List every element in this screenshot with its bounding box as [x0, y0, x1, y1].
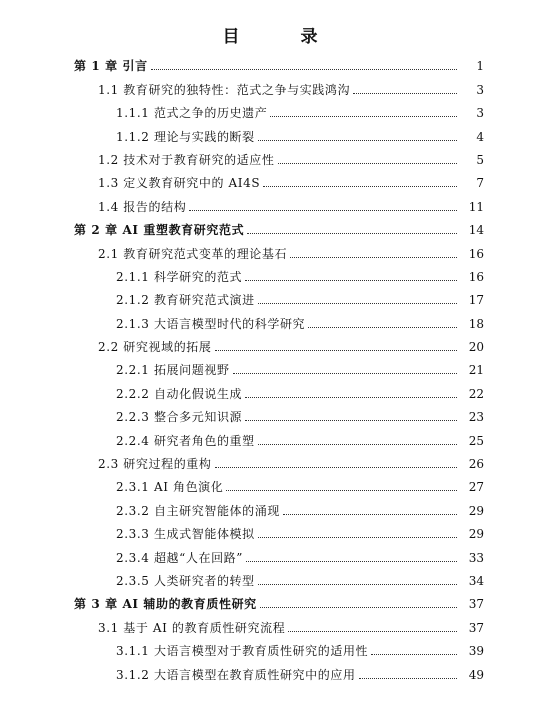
toc-page-number: 22: [468, 386, 484, 401]
dot-leader: [246, 560, 457, 562]
toc-page-number: 4: [476, 129, 484, 144]
toc-chapter-entry[interactable]: [0, 50, 540, 73]
dot-leader: [308, 326, 457, 328]
toc-subsection-entry[interactable]: [0, 97, 540, 120]
toc-entry-label: 3.1 基于 AI 的教育质性研究流程: [98, 620, 286, 635]
toc-entry-label: 2.3.1 AI 角色演化: [116, 480, 224, 495]
dot-leader: [359, 677, 457, 679]
toc-subsection-entry[interactable]: [0, 120, 540, 143]
dot-leader: [258, 583, 457, 585]
toc-page-number: 25: [468, 433, 484, 448]
toc-page-number: 27: [468, 480, 484, 495]
toc-entry-label: 2.2 研究视域的拓展: [98, 340, 212, 355]
toc-page-number: 26: [468, 457, 484, 472]
dot-leader: [189, 209, 457, 211]
toc-subsection-entry[interactable]: [0, 354, 540, 377]
toc-subsection-entry[interactable]: [0, 471, 540, 494]
toc-subsection-entry[interactable]: [0, 494, 540, 517]
dot-leader: [258, 536, 457, 538]
toc-chapter-entry[interactable]: [0, 214, 540, 237]
toc-page-number: 33: [468, 550, 484, 565]
dot-leader: [283, 513, 457, 515]
toc-subsection-entry[interactable]: [0, 284, 540, 307]
toc-entry-label: 2.2.3 整合多元知识源: [116, 410, 243, 425]
dot-leader: [288, 630, 457, 632]
toc-entry-label: 2.3.4 超越“人在回路”: [116, 550, 244, 565]
toc-page-number: 34: [468, 573, 484, 588]
toc-page-number: 14: [468, 223, 484, 238]
toc-entry-label: 2.1 教育研究范式变革的理论基石: [98, 246, 288, 261]
toc-page-number: 37: [468, 597, 484, 612]
dot-leader: [258, 139, 457, 141]
toc-page-number: 7: [476, 176, 484, 191]
toc-chapter-entry[interactable]: [0, 588, 540, 611]
dot-leader: [215, 349, 458, 351]
toc-subsection-entry[interactable]: [0, 377, 540, 400]
toc-section-entry[interactable]: [0, 448, 540, 471]
dot-leader: [263, 185, 457, 187]
dot-leader: [245, 396, 457, 398]
toc-entry-label: 1.1.2 理论与实践的断裂: [116, 129, 255, 144]
toc-page-number: 17: [468, 293, 484, 308]
dot-leader: [245, 279, 457, 281]
toc-section-entry[interactable]: [0, 144, 540, 167]
toc-page-number: 21: [468, 363, 484, 378]
toc-subsection-entry[interactable]: [0, 565, 540, 588]
toc-page-number: 16: [468, 269, 484, 284]
dot-leader: [353, 92, 457, 94]
toc-entry-label: 1.2 技术对于教育研究的适应性: [98, 152, 275, 167]
toc-entry-label: 2.2.2 自动化假说生成: [116, 386, 243, 401]
toc-page-number: 3: [476, 106, 484, 121]
toc-subsection-entry[interactable]: [0, 261, 540, 284]
toc-page-number: 23: [468, 410, 484, 425]
dot-leader: [258, 302, 457, 304]
page-title: 目 录: [222, 27, 340, 47]
toc-subsection-entry[interactable]: [0, 424, 540, 447]
toc-page-number: 29: [468, 503, 484, 518]
toc-page-number: 1: [476, 59, 484, 74]
toc-section-entry[interactable]: [0, 237, 540, 260]
toc-subsection-entry[interactable]: [0, 401, 540, 424]
toc-page-number: 16: [468, 246, 484, 261]
toc-subsection-entry[interactable]: [0, 307, 540, 330]
toc-subsection-entry[interactable]: [0, 658, 540, 681]
dot-leader: [278, 162, 458, 164]
dot-leader: [151, 68, 457, 70]
toc-page-number: 5: [476, 152, 484, 167]
toc-entry-label: 第 1 章 引言: [74, 59, 148, 74]
toc-entry-label: 2.3.5 人类研究者的转型: [116, 573, 255, 588]
toc-entry-label: 2.1.2 教育研究范式演进: [116, 293, 255, 308]
dot-leader: [270, 115, 457, 117]
toc-subsection-entry[interactable]: [0, 541, 540, 564]
toc-page-number: 18: [468, 316, 484, 331]
toc-page-number: 29: [468, 527, 484, 542]
toc-page-number: 3: [476, 82, 484, 97]
dot-leader: [226, 489, 457, 491]
toc-entry-label: 3.1.2 大语言模型在教育质性研究中的应用: [116, 667, 356, 682]
dot-leader: [245, 419, 457, 421]
toc-entry-label: 2.3 研究过程的重构: [98, 457, 212, 472]
dot-leader: [215, 466, 458, 468]
toc-entry-label: 2.1.1 科学研究的范式: [116, 269, 243, 284]
toc-section-entry[interactable]: [0, 611, 540, 634]
toc-entry-label: 1.1 教育研究的独特性：范式之争与实践鸿沟: [98, 82, 351, 97]
toc-page-number: 20: [468, 340, 484, 355]
toc-entry-label: 2.3.2 自主研究智能体的涌现: [116, 503, 280, 518]
toc-section-entry[interactable]: [0, 190, 540, 213]
toc-entry-label: 1.4 报告的结构: [98, 199, 187, 214]
toc-entry-label: 2.2.4 研究者角色的重塑: [116, 433, 255, 448]
toc-entry-label: 2.3.3 生成式智能体模拟: [116, 527, 255, 542]
toc-subsection-entry[interactable]: [0, 635, 540, 658]
toc-entry-label: 第 3 章 AI 辅助的教育质性研究: [74, 597, 257, 612]
toc-page-number: 11: [468, 199, 484, 214]
toc-section-entry[interactable]: [0, 167, 540, 190]
dot-leader: [247, 232, 457, 234]
toc-section-entry[interactable]: [0, 331, 540, 354]
toc-entry-label: 1.3 定义教育研究中的 AI4S: [98, 176, 261, 191]
toc-entry-label: 2.2.1 拓展问题视野: [116, 363, 230, 378]
dot-leader: [260, 606, 457, 608]
toc-entry-label: 2.1.3 大语言模型时代的科学研究: [116, 316, 306, 331]
toc-page-number: 49: [468, 667, 484, 682]
table-of-contents: [0, 50, 540, 682]
toc-entry-label: 第 2 章 AI 重塑教育研究范式: [74, 223, 245, 238]
dot-leader: [233, 372, 457, 374]
dot-leader: [258, 443, 457, 445]
toc-entry-label: 3.1.1 大语言模型对于教育质性研究的适用性: [116, 644, 369, 659]
toc-subsection-entry[interactable]: [0, 518, 540, 541]
toc-page-number: 37: [468, 620, 484, 635]
toc-section-entry[interactable]: [0, 73, 540, 96]
toc-page-number: 39: [468, 644, 484, 659]
toc-entry-label: 1.1.1 范式之争的历史遗产: [116, 106, 268, 121]
dot-leader: [290, 256, 457, 258]
dot-leader: [371, 653, 457, 655]
